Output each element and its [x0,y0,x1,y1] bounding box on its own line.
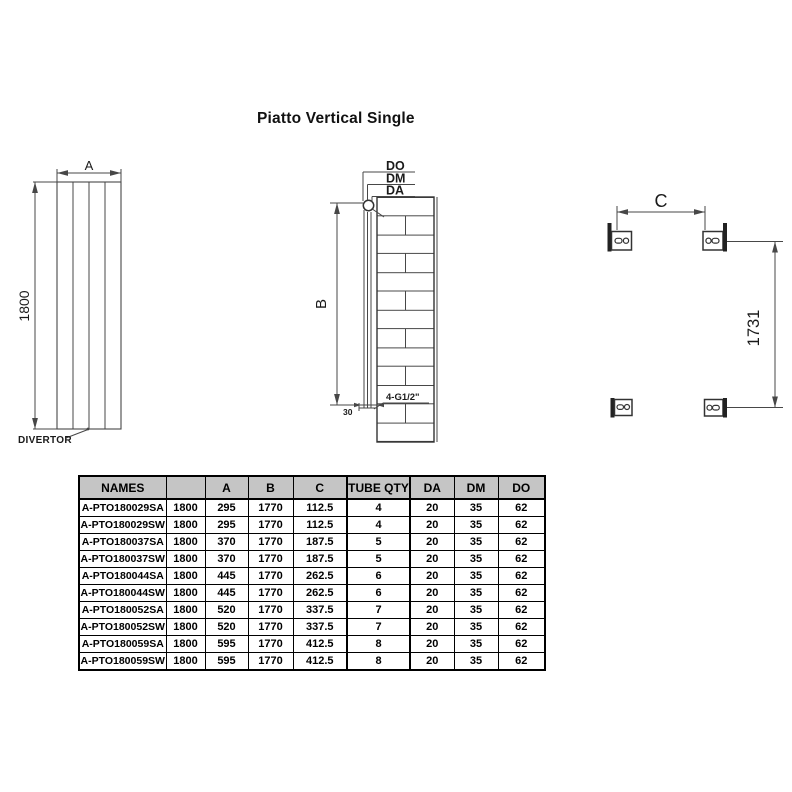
table-cell: 1770 [248,534,293,551]
bracket-top-right [703,223,727,252]
table-cell: 35 [454,568,498,585]
col-header-names: NAMES [79,476,166,499]
table-cell: 20 [410,585,454,602]
table-cell: 35 [454,551,498,568]
spec-table-body [79,499,545,670]
spec-table-header [79,476,545,499]
table-cell: 1800 [166,619,205,636]
table-cell: A-PTO180029SA [79,499,166,517]
table-cell: 62 [498,636,545,653]
table-cell: 20 [410,499,454,517]
table-cell: 337.5 [293,602,347,619]
table-cell: 62 [498,551,545,568]
table-cell: 5 [347,551,410,568]
table-cell: 20 [410,619,454,636]
bracket-height-label: 1731 [745,309,763,347]
table-cell: 7 [347,602,410,619]
table-cell: 20 [410,517,454,534]
table-cell: 35 [454,653,498,671]
table-cell: 337.5 [293,619,347,636]
table-cell: 62 [498,568,545,585]
table-cell: 1770 [248,568,293,585]
table-cell: 1770 [248,619,293,636]
table-cell: 62 [498,517,545,534]
table-cell: 520 [205,619,248,636]
table-cell: 187.5 [293,551,347,568]
table-row [79,534,545,551]
side-height-label: B [313,298,330,310]
mounting-view-drawing [608,191,784,418]
divertor-pointer-dot [87,428,90,431]
table-cell: 4 [347,517,410,534]
table-cell: 1800 [166,551,205,568]
table-cell: 445 [205,585,248,602]
table-cell: 520 [205,602,248,619]
table-cell: 1770 [248,551,293,568]
connection-label: 4-G1/2" [386,392,420,403]
table-row [79,499,545,517]
table-cell: 20 [410,602,454,619]
table-cell: 6 [347,585,410,602]
front-width-label: A [84,158,94,173]
table-cell: 1800 [166,568,205,585]
table-cell: 1800 [166,636,205,653]
table-cell: 62 [498,585,545,602]
front-height-label: 1800 [16,290,32,322]
table-cell: 7 [347,619,410,636]
table-cell: 295 [205,499,248,517]
spec-table [78,475,546,671]
table-cell: 62 [498,499,545,517]
bracket-bottom-right [705,398,728,418]
table-cell: 62 [498,619,545,636]
outer-diameter-label: DO [386,159,405,173]
table-cell: 412.5 [293,653,347,671]
table-cell: 20 [410,636,454,653]
table-row [79,653,545,671]
table-cell: 35 [454,517,498,534]
table-cell: 1800 [166,517,205,534]
table-cell: 187.5 [293,534,347,551]
radiator-side-panel [377,197,434,442]
table-cell: 35 [454,602,498,619]
table-cell: 1770 [248,602,293,619]
table-row [79,551,545,568]
col-header-c: C [293,476,347,499]
table-row [79,619,545,636]
table-cell: 1800 [166,499,205,517]
table-cell: 445 [205,568,248,585]
table-cell: 370 [205,534,248,551]
front-view-drawing [16,158,121,446]
table-cell: 35 [454,636,498,653]
table-cell: 262.5 [293,585,347,602]
col-header-b: B [248,476,293,499]
table-cell: A-PTO180044SA [79,568,166,585]
table-row [79,602,545,619]
col-header-blank [166,476,205,499]
table-cell: 5 [347,534,410,551]
table-cell: A-PTO180052SA [79,602,166,619]
table-cell: 370 [205,551,248,568]
col-header-a: A [205,476,248,499]
bracket-span-label: C [654,191,668,211]
table-cell: 595 [205,653,248,671]
table-cell: 35 [454,534,498,551]
middle-diameter-label: DM [386,171,406,186]
table-row [79,568,545,585]
table-cell: 35 [454,585,498,602]
page-title: Piatto Vertical Single [257,110,415,127]
table-cell: 1770 [248,636,293,653]
col-header-tube-qty: TUBE QTY [347,476,410,499]
table-row [79,585,545,602]
table-cell: 20 [410,534,454,551]
col-header-do: DO [498,476,545,499]
table-cell: 1770 [248,517,293,534]
table-cell: A-PTO180059SA [79,636,166,653]
table-cell: 112.5 [293,499,347,517]
table-cell: 62 [498,534,545,551]
table-cell: 6 [347,568,410,585]
table-cell: A-PTO180029SW [79,517,166,534]
table-row [79,636,545,653]
inner-diameter-label: DA [386,183,405,198]
col-header-da: DA [410,476,454,499]
table-cell: 1800 [166,602,205,619]
bracket-top-left [608,223,632,252]
table-cell: 20 [410,551,454,568]
table-cell: 112.5 [293,517,347,534]
table-cell: 262.5 [293,568,347,585]
table-cell: 20 [410,653,454,671]
pipe [359,210,377,411]
table-cell: 412.5 [293,636,347,653]
divertor-label: DIVERTOR [18,435,72,446]
table-cell: 62 [498,653,545,671]
bracket-bottom-left [611,398,633,418]
table-cell: A-PTO180037SA [79,534,166,551]
table-cell: A-PTO180044SW [79,585,166,602]
table-cell: 62 [498,602,545,619]
table-cell: 1770 [248,653,293,671]
col-header-dm: DM [454,476,498,499]
table-cell: A-PTO180052SW [79,619,166,636]
table-cell: 8 [347,653,410,671]
table-cell: 595 [205,636,248,653]
table-row [79,517,545,534]
table-cell: 1770 [248,499,293,517]
table-cell: 8 [347,636,410,653]
table-cell: 35 [454,619,498,636]
table-cell: 4 [347,499,410,517]
side-view-drawing [313,159,437,442]
table-cell: 1800 [166,534,205,551]
table-cell: 20 [410,568,454,585]
table-cell: 1800 [166,585,205,602]
table-cell: 1800 [166,653,205,671]
offset-label: 30 [343,407,353,417]
table-cell: 35 [454,499,498,517]
table-cell: 1770 [248,585,293,602]
table-cell: A-PTO180059SW [79,653,166,671]
table-cell: 295 [205,517,248,534]
table-cell: A-PTO180037SW [79,551,166,568]
